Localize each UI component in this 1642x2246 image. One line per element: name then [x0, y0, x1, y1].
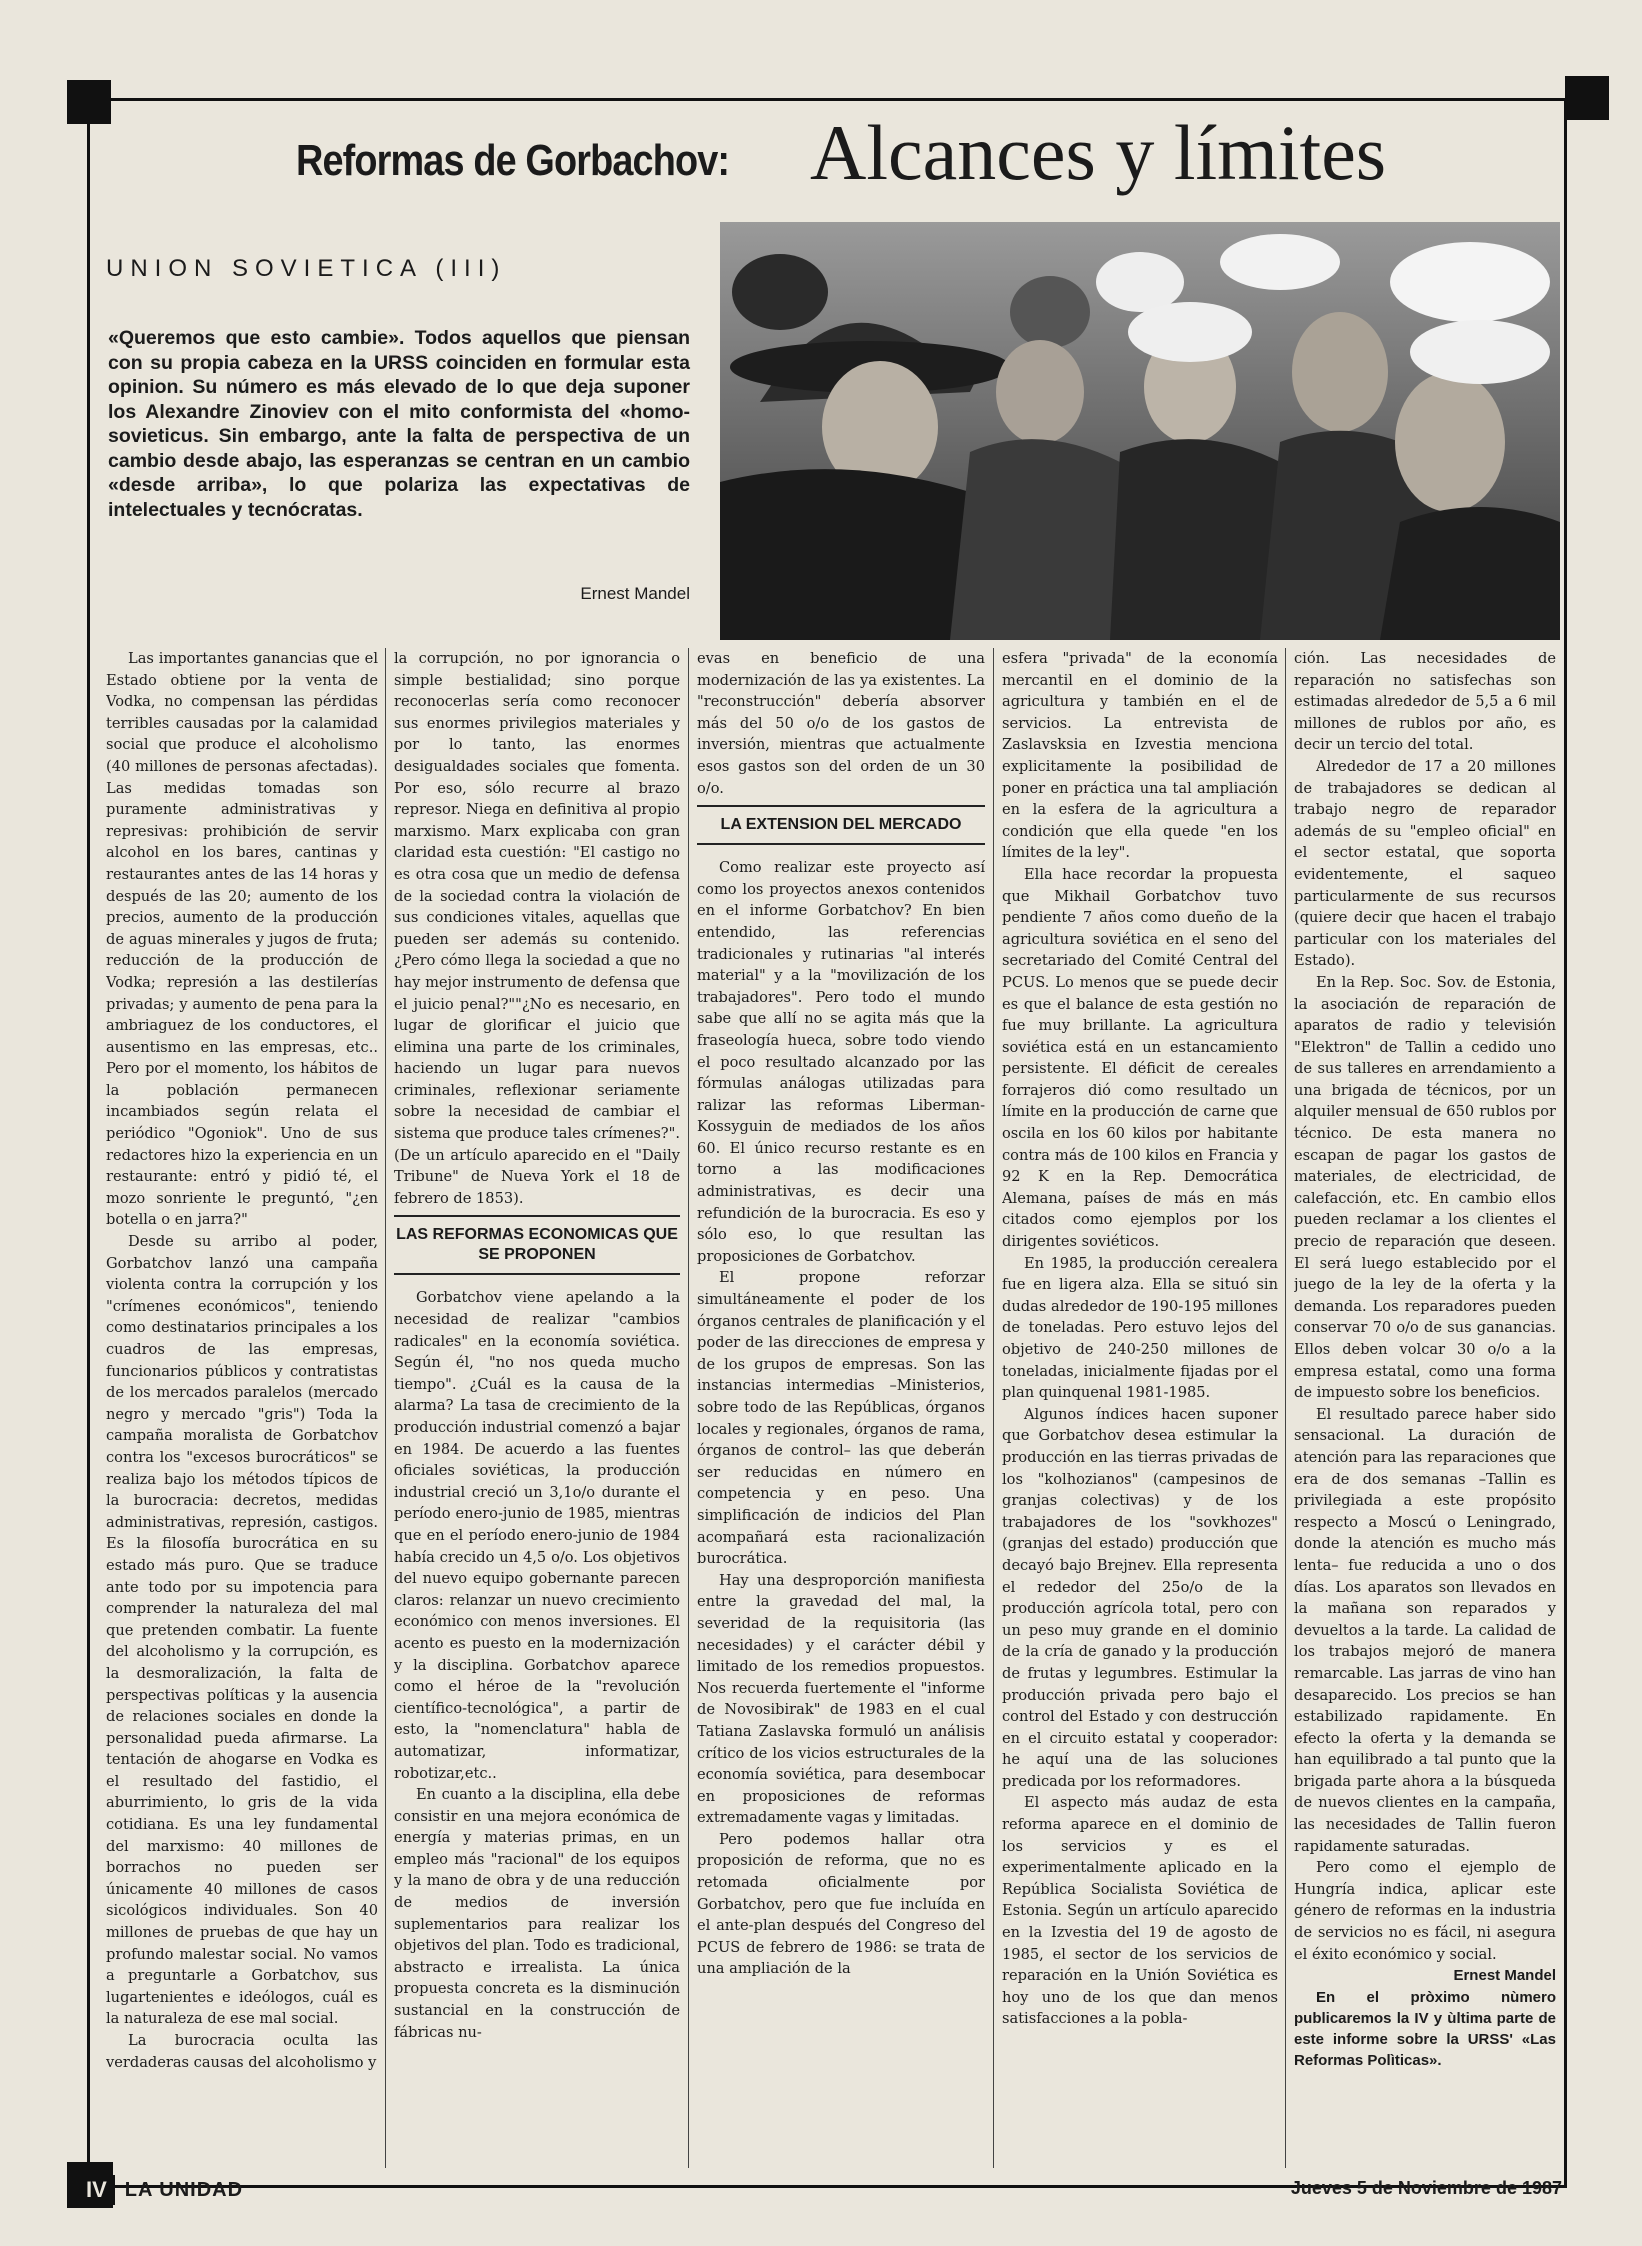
publication-name: LA UNIDAD: [124, 2178, 244, 2201]
lead-paragraph: «Queremos que esto cambie». Todos aquellos que piensan con su propia cabeza en la URSS coinciden en formular esta opinion. Su número es más elevado de lo que deja suponer los Alexandre Zinoviev con el mito conformista del «homo-sovieticus. Sin embargo, ante la falta de perspectiva de un cambio desde abajo, las esperanzas se centran en un cambio «desde arriba», lo que polariza las expectativas de intelectuales y tecnócratas.: [108, 327, 690, 521]
body-paragraph: En 1985, la producción cerealera fue en ligera alza. Ella se situó sin dudas alrededor de 190-195 millones de toneladas. Pero estuvo lejos del objetivo de 240-250 millones de toneladas, inicialmente fijadas por el plan quinquenal 1981-1985.: [1002, 1254, 1278, 1402]
page-number: IV: [78, 2175, 115, 2205]
subhead-extension-mercado: LA EXTENSION DEL MERCADO: [697, 805, 985, 845]
body-paragraph: Gorbatchov viene apelando a la necesidad de realizar "cambios radicales" en la economía soviética. Según él, "no nos queda mucho tiempo". ¿Cuál es la causa de la alarma? La tasa de crecimiento de la producción industrial comenzó a bajar en 1984. De acuerdo a las fuentes oficiales soviéticas, la producción industrial creció un 3,1o/o durante el período enero-junio de 1985, mientras que en el período enero-junio de 1984 había crecido un 4,5 o/o. Los objetivos del nuevo equipo gobernante parecen claros: relanzar un nuevo crecimiento económico con menos inversiones. El acento es puesto en la modernización y la disciplina. Gorbatchov aparece como el héroe de la "revolución científico-tecnológica", a partir de esto, la "nomenclatura" habla de automatizar, informatizar, robotizar,etc..: [394, 1289, 680, 1782]
headline-part2: Alcances y límites: [810, 109, 1387, 196]
body-paragraph: Las importantes ganancias que el Estado obtiene por la venta de Vodka, no compensan las pérdidas terribles causadas por la calamidad social que produce el alcoholismo (40 millones de personas afectadas). Las medidas tomadas son puramente administrativas y represivas: prohibición de servir alcohol en los bares, cantinas y restaurantes antes de las 14 horas y después de las 20; aumento de los precios, aumento de la producción de aguas minerales y jugos de fruta; reducción de la producción de Vodka; represión a las destilerías privadas; y aumento de pena para la ambriaguez de los conductores, el ausentismo en las empresas, etc.. Pero por el momento, los hábitos de la población permanecen incambiados según relata el periódico "Ogoniok". Uno de sus redactores hizo la experiencia en un restaurante: entró y pidió té, el mozo sonriente le preguntó, "¿en botella o en jarra?": [106, 650, 378, 1229]
article-column-1: [106, 648, 378, 2163]
lead-author: Ernest Mandel: [580, 584, 690, 603]
section-kicker: UNION SOVIETICA (III): [106, 255, 507, 282]
body-paragraph: evas en beneficio de una modernización de las ya existentes. La "reconstrucción" debería absorver más del 50 o/o de los gastos de inversión, mientras que actualmente esos gastos son del orden de un 30 o/o.: [697, 650, 985, 797]
article-column-2: [394, 648, 680, 2163]
body-paragraph: Ella hace recordar la propuesta que Mikhail Gorbatchov tuvo pendiente 7 años como dueño de la agricultura soviética en el seno del secretariado del Comité Central del PCUS. Lo menos que se puede decir es que el balance de esta gestión no fue muy brillante. La agricultura soviética está en un estancamiento persistente. El déficit de cereales forrajeros dió como resultado un límite en la producción de carne que oscila en los 60 kilos por habitante contra más de 100 kilos en Francia y 92 K en la Rep. Democrática Alemana, países de más en más citados como ejemplos por los dirigentes soviéticos.: [1002, 865, 1278, 1251]
body-paragraph: Algunos índices hacen suponer que Gorbatchov desea estimular la producción en las tierras privadas de los "kolhozianos" (campesinos de granjas colectivas) y de los trabajadores de los "sovkhozes" (granjas del estado) producción que decayó bajo Brejnev. Ella representa el rededor del 25o/o de la producción agrícola total, pero con un peso muy grande en el dominio de la cría de ganado y la producción de frutas y legumbres. Estimular la producción privada pero bajo el control del Estado y con destrucción en el circuito estatal y cooperador: he aquí una de las soluciones predicada por los reformadores.: [1002, 1405, 1278, 1790]
article-column-5: [1294, 648, 1556, 2163]
issue-date: Jueves 5 de Noviembre de 1987: [1290, 2178, 1562, 2198]
column-rule-4: [1285, 648, 1286, 2168]
page-footer-left: [78, 2174, 243, 2206]
column-rule-2: [688, 648, 689, 2168]
body-paragraph: El aspecto más audaz de esta reforma aparece en el dominio de los servicios y es el experimentalmente aplicado en la República Socialista Soviética de Estonia. Según un artículo aparecido en la Izvestia del 19 de agosto de 1985, el sector de los servicios de reparación en la Unión Soviética es hoy uno de los que dan menos satisfacciones a la pobla-: [1002, 1794, 1278, 2028]
column-rule-1: [385, 648, 386, 2168]
column-rule-3: [993, 648, 994, 2168]
frame-corner-top-left: [67, 80, 111, 124]
body-paragraph: En cuanto a la disciplina, ella debe consistir en una mejora económica de energía y materias primas, en un empleo más "racional" de los equipos y la mano de obra y de una reducción de medios de inversión suplementarios para realizar los objetivos del plan. Todo es tradicional, abstracto e irrealista. La única propuesta concreta es la disminución sustancial en la construcción de fábricas nu-: [394, 1786, 680, 2041]
body-paragraph: La burocracia oculta las verdaderas causas del alcoholismo y: [106, 2032, 378, 2071]
body-paragraph: Desde su arribo al poder, Gorbatchov lanzó una campaña violenta contra la corrupción y los "crímenes económicos", teniendo como destinatarios principales a los cuadros de las empresas, funcionarios públicos y contratistas de los mercados paralelos (mercado negro y mercado "gris") Toda la campaña moralista de Gorbatchov contra los "excesos burocráticos" se realiza bajo los métodos típicos de la burocracia: decretos, medidas administrativas, represión, castigos. Es la filosofía burocrática en su estado más puro. Que se traduce ante todo por su impotencia para comprender la naturaleza del mal que pretenden combatir. La fuente del alcoholismo y la corrupción, es la desmoralización, la falta de perspectivas políticas y la ausencia de relaciones sociales en donde la personalidad pueda afirmarse. La tentación de ahogarse en Vodka es el resultado del fastidio, el aburrimiento, lo gris de la vida cotidiana. Es una ley fundamental del marxismo: 40 millones de borrachos no pueden ser únicamente 40 millones de casos sicológicos individuales. Son 40 millones de pruebas de que hay un profundo malestar social. No vamos a preguntarle a Gorbatchov, sus lugartenientes e ideólogos, cuál es la naturaleza de ese mal social.: [106, 1233, 378, 2028]
body-paragraph: El propone reforzar simultáneamente el poder de los órganos centrales de planificación y el poder de las direcciones de empresa y de los grupos de empresas. Son las instancias intermedias –Ministerios, sobre todo de las Repúblicas, órganos locales y regionales, órganos de rama, órganos de control– las que deberán ser reducidas en número en competencia y en peso. Una simplificación de indicios del Plan acompañará esta racionalización burocrática.: [697, 1269, 985, 1568]
next-issue-note: En el pròximo nùmero publicaremos la IV y ùltima parte de este informe sobre la URSS' «Las Reformas Polìticas».: [1294, 1988, 1556, 2069]
body-paragraph: Pero podemos hallar otra proposición de reforma, que no es retomada oficialmente por Gorbatchov, pero que fue incluída en el ante-plan después del Congreso del PCUS de febrero de 1986: se trata de una ampliación de la: [697, 1830, 985, 1978]
subhead-reformas-economicas: LAS REFORMAS ECONOMICAS QUE SE PROPONEN: [394, 1215, 680, 1275]
body-paragraph: Pero como el ejemplo de Hungría indica, aplicar este género de reformas en la industria de servicios no es fácil, ni asegura el éxito económico y social.: [1294, 1859, 1556, 1963]
article-signature: Ernest Mandel: [1453, 1967, 1556, 1985]
article-column-3: [697, 648, 985, 2163]
body-paragraph: esfera "privada" de la economía mercantil en el dominio de la agricultura y también en el de servicios. La entrevista de Zaslavsksia en Izvestia menciona explicitamente la posibilidad de poner en práctica una tal ampliación en la esfera de la agricultura a condición que ella quede "en los límites de la ley".: [1002, 650, 1278, 862]
news-photo: [720, 222, 1560, 640]
article-column-4: [1002, 648, 1278, 2163]
body-paragraph: ción. Las necesidades de reparación no satisfechas son estimadas alrededor de 5,5 a 6 mil millones de rublos por año, es decir un tercio del total.: [1294, 650, 1556, 754]
body-paragraph: En la Rep. Soc. Sov. de Estonia, la asociación de reparación de aparatos de radio y televisión "Elektron" de Tallin a cedido uno de sus talleres en arrendamiento a una brigada de técnicos, por un alquiler mensual de 650 rublos por técnico. De esta manera no escapan de pagar los gastos de materiales, de electricidad, de calefacción, etc. En cambio ellos pueden reclamar a los clientes el precio de reparación que deseen. El será luego establecido por el juego de la ley de la oferta y la demanda. Los reparadores pueden conservar 70 o/o de sus ganancias. Ellos deben volcar 30 o/o a la empresa estatal, como una forma de impuesto sobre los beneficios.: [1294, 973, 1556, 1402]
body-paragraph: El resultado parece haber sido sensacional. La duración de atención para las reparaciones que era de dos semanas –Tallin es privilegiada a este propósito respecto a Moscú o Leningrado, donde la atención es mucho más lenta– fue reducida a uno o dos días. Los aparatos son llevados en la mañana son reparados y devueltos a la tarde. La calidad de los trabajos mejoró de manera remarcable. Las jarras de vino han desaparecido. Los precios se han estabilizado rapidamente. En efecto la oferta y la demanda se han equilibrado a tal punto que la brigada parte ahora a la búsqueda de nuevos clientes en la campaña, las necesidades de Tallin fueron rapidamente saturadas.: [1294, 1405, 1556, 1855]
photo-illustration: [720, 222, 1560, 640]
body-paragraph: Alrededor de 17 a 20 millones de trabajadores se dedican al trabajo negro de reparador además de su "empleo oficial" en el sector estatal, que soporta evidentemente, el saqueo particularmente de sus recursos (quiere decir que hacen el trabajo particular con los materiales del Estado).: [1294, 757, 1556, 970]
headline-part1: Reformas de Gorbachov:: [296, 136, 730, 185]
body-paragraph: Como realizar este proyecto así como los proyectos anexos contenidos en el informe Gorbatchov? En bien entendido, las referencias tradicionales y rutinarias "al interés material" y a la "movilización de los trabajadores". Pero todo el mundo sabe que allí no se agita más que la fraseología hueca, sobre todo viendo el poco resultado alcanzado por las fórmulas análogas utilizadas para ralizar las reformas Liberman-Kossyguin de mediados de los años 60. El único recurso restante es en torno a las modificaciones administrativas, es decir una refundición de la burocracia. Es eso y sólo eso, lo que resultan las proposiciones de Gorbatchov.: [697, 859, 985, 1265]
body-paragraph: Hay una desproporción manifiesta entre la gravedad del mal, la severidad de la requisitoria (las necesidades) y el carácter débil y limitado de los remedios propuestos. Nos recuerda fuertemente el "informe de Novosibirak" de 1983 en el cual Tatiana Zaslavska formuló un análisis crítico de los vicios estructurales de la economía soviética, para desembocar en proposiciones de reformas extremadamente vagas y limitadas.: [697, 1571, 985, 1827]
body-paragraph: la corrupción, no por ignorancia o simple bestialidad; sino porque reconocerlas sería como reconocer sus enormes privilegios materiales y por lo tanto, las enormes desigualdades sociales que fomenta. Por eso, sólo recurre al brazo represor. Niega en definitiva al propio marxismo. Marx explicaba con gran claridad esta cuestión: "El castigo no es otra cosa que un medio de defensa de la sociedad contra la violación de sus condiciones vitales, aquellas que pueden ser además su contenido. ¿Pero cómo llega la sociedad a que no hay mejor instrumento de defensa que el juicio penal?""¿No es necesario, en lugar de glorificar el juicio que elimina una parte de los criminales, haciendo un lugar para nuevos criminales, reflexionar seriamente sobre la necesidad de cambiar el sistema que produce tales crímenes?".(De un artículo aparecido en el "Daily Tribune" de Nueva York el 18 de febrero de 1853).: [394, 650, 680, 1207]
frame-corner-top-right: [1565, 76, 1609, 120]
